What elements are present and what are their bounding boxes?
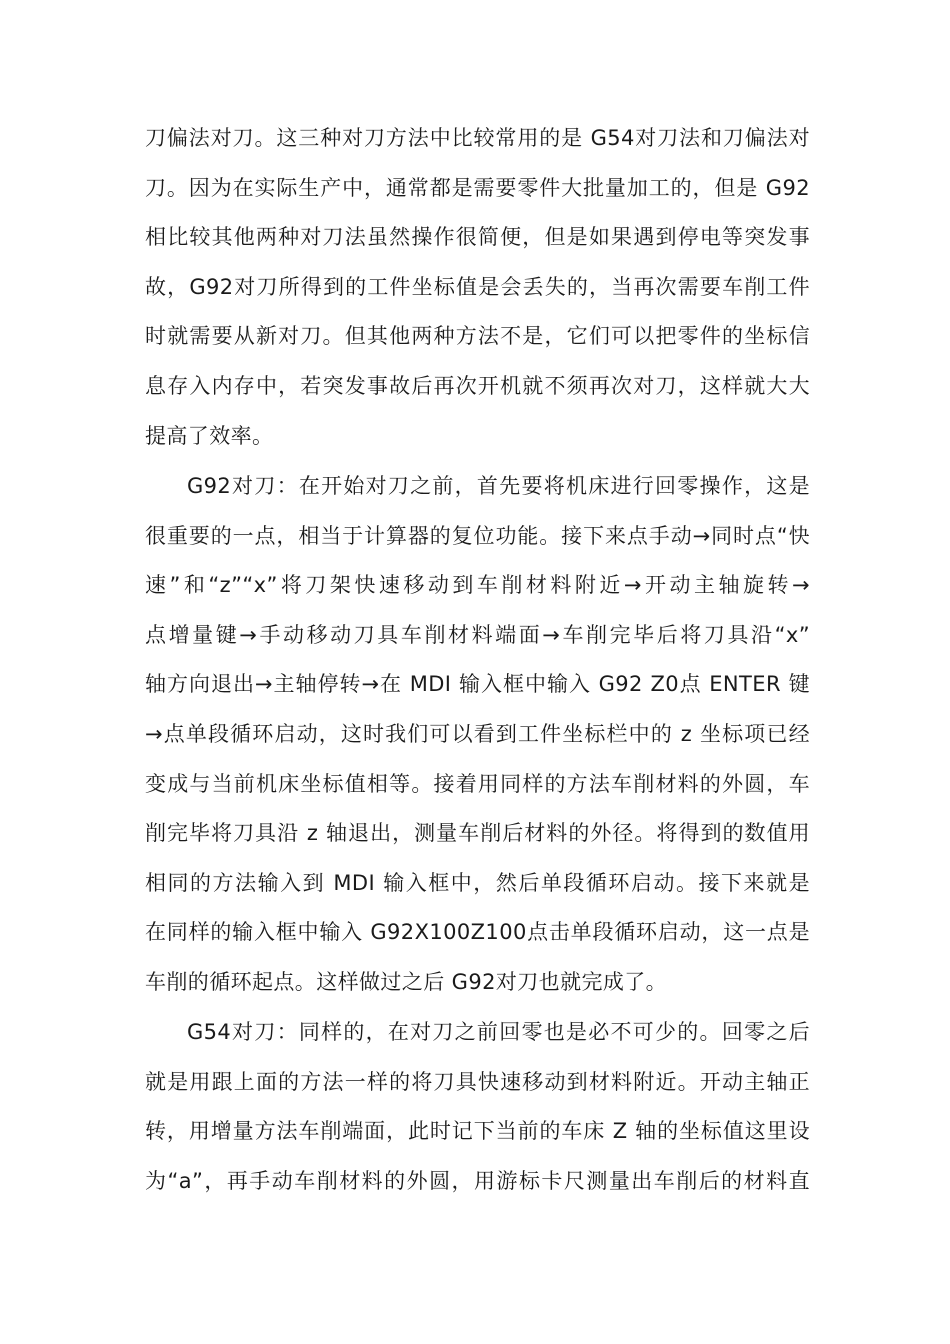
- text-line: 车削的循环起点。这样做过之后 G92对刀也就完成了。: [145, 969, 668, 994]
- text-line: 就是用跟上面的方法一样的将刀具快速移动到材料附近。开动主轴正: [145, 1069, 810, 1094]
- text-line: 变成与当前机床坐标值相等。接着用同样的方法车削材料的外圆，车: [145, 771, 810, 796]
- text-line: →点单段循环启动，这时我们可以看到工件坐标栏中的 z 坐标项已经: [145, 721, 810, 746]
- text-line: 很重要的一点，相当于计算器的复位功能。接下来点手动→同时点“快: [145, 523, 810, 548]
- text-line: 时就需要从新对刀。但其他两种方法不是，它们可以把零件的坐标信: [145, 324, 810, 349]
- text-line: G54对刀：同样的，在对刀之前回零也是必不可少的。回零之后: [187, 1020, 810, 1044]
- text-line: 在同样的输入框中输入 G92X100Z100点击单段循环启动，这一点是: [145, 920, 810, 945]
- paragraph-3: [145, 1008, 810, 1206]
- text-line: 提高了效率。: [145, 423, 274, 448]
- text-line: 轴方向退出→主轴停转→在 MDI 输入框中输入 G92 Z0点 ENTER 键: [145, 672, 810, 697]
- text-line: 刀偏法对刀。这三种对刀方法中比较常用的是 G54对刀法和刀偏法对: [145, 126, 810, 150]
- text-line: 相同的方法输入到 MDI 输入框中，然后单段循环启动。接下来就是: [145, 870, 810, 895]
- text-line: 点增量键→手动移动刀具车削材料端面→车削完毕后将刀具沿“x”: [145, 622, 810, 647]
- text-line: 削完毕将刀具沿 z 轴退出，测量车削后材料的外径。将得到的数值用: [145, 821, 810, 846]
- paragraph-2: [145, 462, 810, 1008]
- text-line: 为“a”，再手动车削材料的外圆，用游标卡尺测量出车削后的材料直: [145, 1168, 810, 1193]
- paragraph-1: [145, 114, 810, 461]
- text-line: 转，用增量方法车削端面，此时记下当前的车床 Z 轴的坐标值这里设: [145, 1119, 810, 1144]
- text-line: 刀。因为在实际生产中，通常都是需要零件大批量加工的，但是 G92: [145, 175, 810, 200]
- text-line: 相比较其他两种对刀法虽然操作很简便，但是如果遇到停电等突发事: [145, 225, 810, 250]
- text-line: 故，G92对刀所得到的工件坐标值是会丢失的，当再次需要车削工件: [145, 274, 810, 299]
- text-line: G92对刀：在开始对刀之前，首先要将机床进行回零操作，这是: [187, 474, 810, 498]
- text-line: 速”和“z”“x”将刀架快速移动到车削材料附近→开动主轴旋转→: [145, 573, 810, 598]
- text-line: 息存入内存中，若突发事故后再次开机就不须再次对刀，这样就大大: [145, 373, 810, 398]
